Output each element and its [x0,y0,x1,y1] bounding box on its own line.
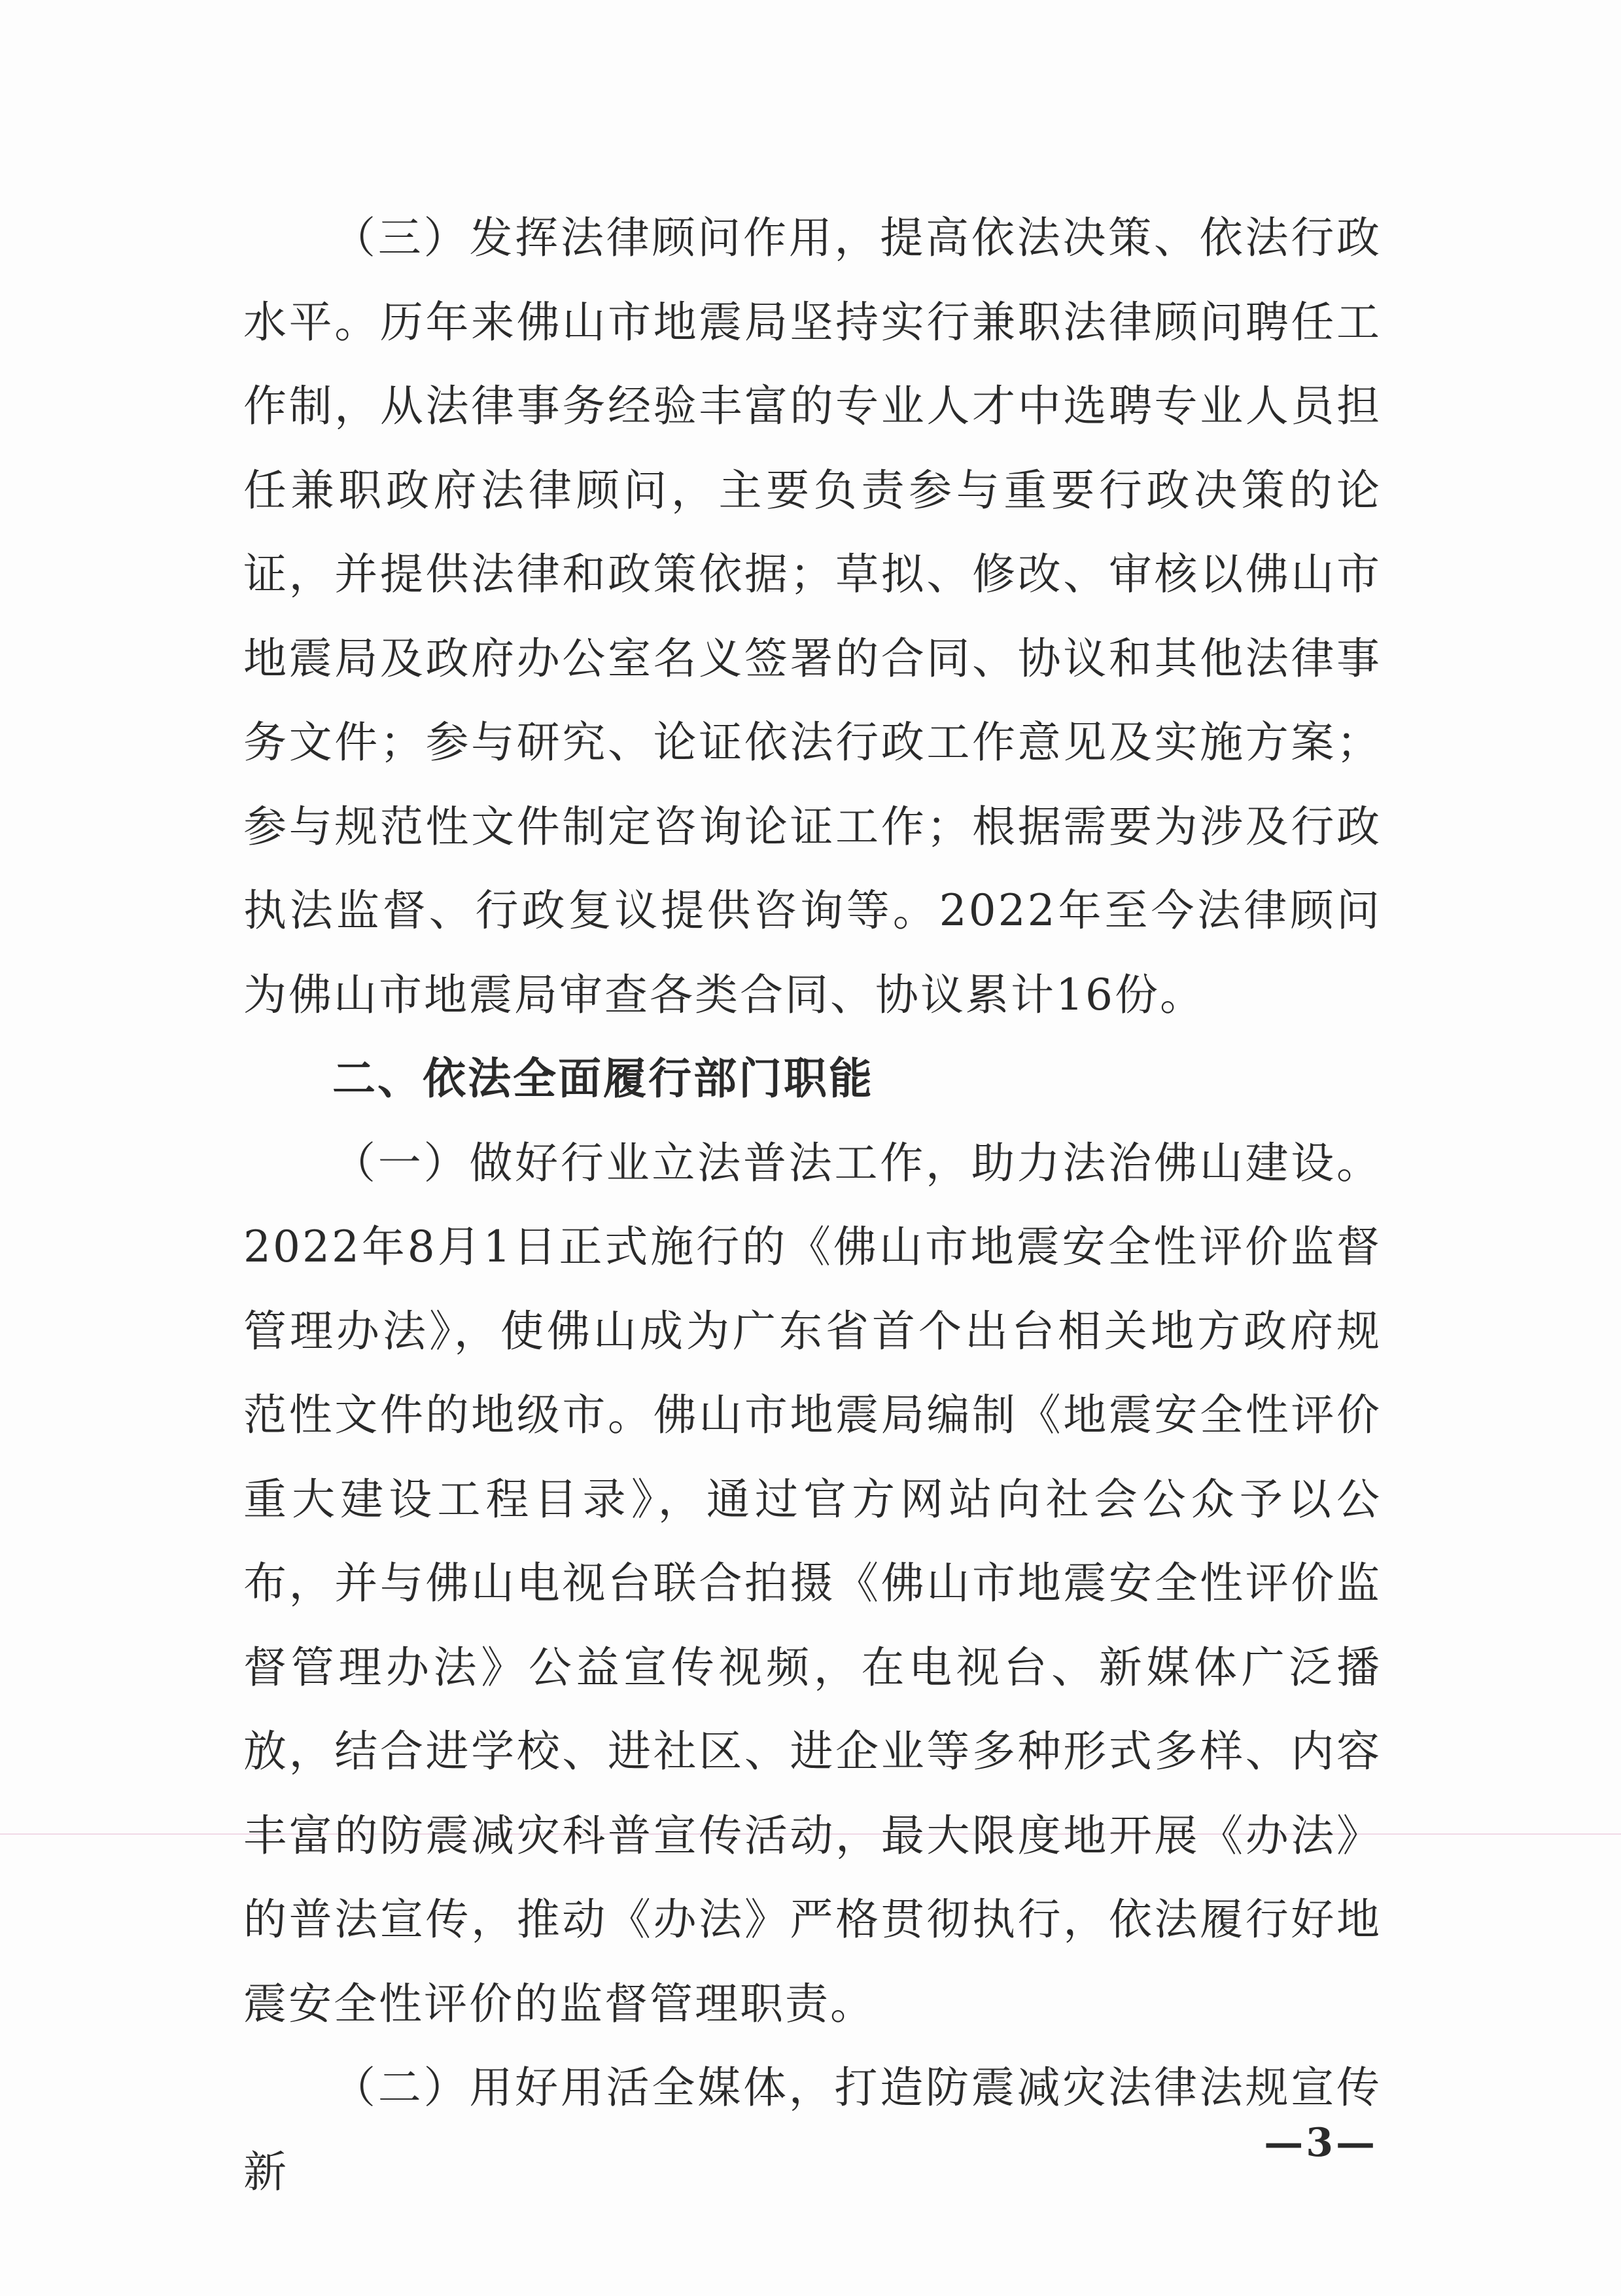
section-heading: 二、依法全面履行部门职能 [332,1053,874,1104]
page-number: —3— [1264,2120,1378,2166]
document-body [243,196,1382,2214]
paragraph-legislation: （一）做好行业立法普法工作，助力法治佛山建设。2022年8月1日正式施行的《佛山市地震安全性评价监督管理办法》，使佛山成为广东省首个出台相关地方政府规范性文件的地级市。佛山市地震局编制《地震安全性评价重大建设工程目录》，通过官方网站向社会公众予以公布，并与佛山电视台联合拍摄《佛山市地震安全性评价监督管理办法》公益宣传视频，在电视台、新媒体广泛播放，结合进学校、进社区、进企业等多种形式多样、内容丰富的防震减灾科普宣传活动，最大限度地开展《办法》的普法宣传，推动《办法》严格贯彻执行，依法履行好地震安全性评价的监督管理职责。 [243,1137,1382,2029]
paragraph-media: （二）用好用活全媒体，打造防震减灾法律法规宣传新 [243,2062,1382,2197]
paragraph-legal-advisor: （三）发挥法律顾问作用，提高依法决策、依法行政水平。历年来佛山市地震局坚持实行兼职法律顾问聘任工作制，从法律事务经验丰富的专业人才中选聘专业人员担任兼职政府法律顾问，主要负责参与重要行政决策的论证，并提供法律和政策依据；草拟、修改、审核以佛山市地震局及政府办公室名义签署的合同、协议和其他法律事务文件；参与研究、论证依法行政工作意见及实施方案；参与规范性文件制定咨询论证工作；根据需要为涉及行政执法监督、行政复议提供咨询等。2022年至今法律顾问为佛山市地震局审查各类合同、协议累计16份。 [243,213,1382,1020]
